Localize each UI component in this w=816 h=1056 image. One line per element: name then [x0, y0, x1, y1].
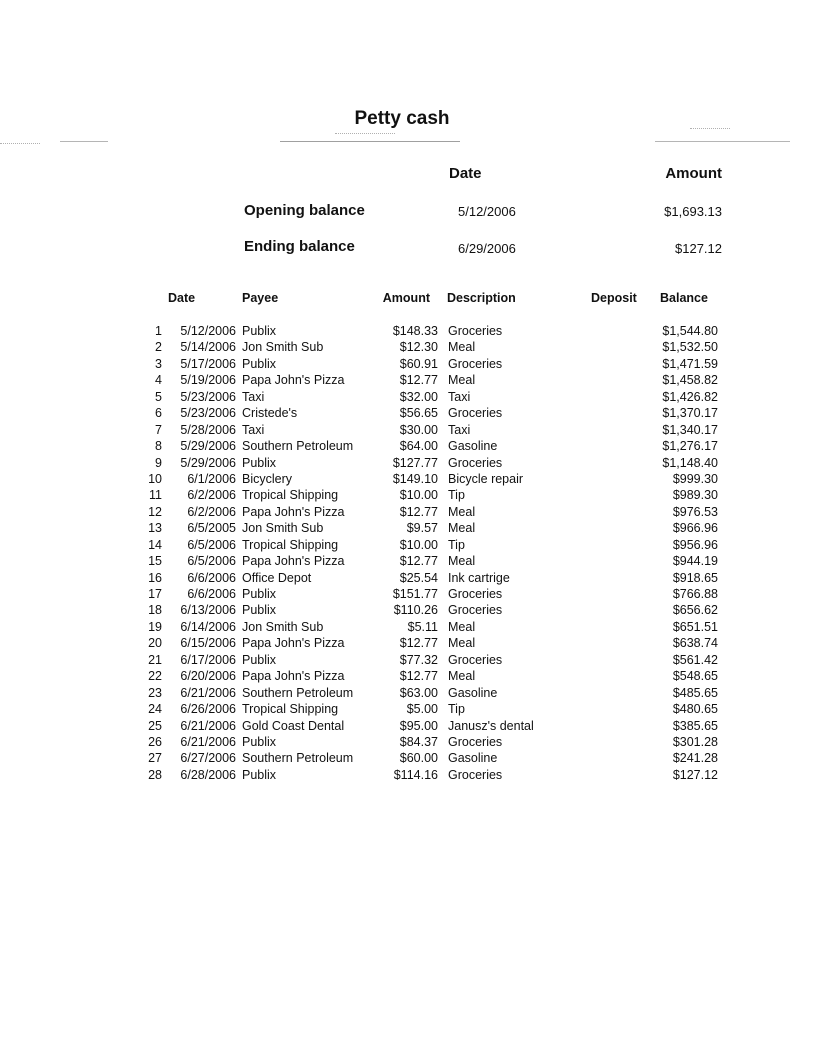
- row-balance: $1,148.40: [662, 455, 718, 470]
- table-row: [136, 734, 718, 750]
- row-date: 6/21/2006: [180, 685, 236, 700]
- row-payee: Papa John's Pizza: [242, 373, 345, 388]
- row-balance: $651.51: [672, 619, 718, 634]
- row-date: 6/13/2006: [180, 603, 236, 618]
- table-row: [136, 422, 718, 438]
- row-deposit: [588, 323, 640, 339]
- row-number: 13: [148, 521, 162, 536]
- row-deposit: [588, 553, 640, 569]
- row-number: 1: [155, 324, 162, 338]
- row-description: Meal: [448, 340, 476, 355]
- row-number: 23: [148, 685, 162, 700]
- row-balance: $241.28: [672, 751, 718, 766]
- row-payee: Publix: [242, 767, 277, 782]
- row-description: Gasoline: [448, 751, 498, 766]
- row-description: Groceries: [448, 455, 503, 470]
- summary-amount-header: Amount: [665, 165, 722, 182]
- row-number: 15: [148, 554, 162, 569]
- header-rule-right: [655, 141, 790, 142]
- row-amount: $12.77: [399, 504, 438, 519]
- row-date: 6/2/2006: [187, 488, 236, 503]
- row-balance: $301.28: [672, 734, 718, 749]
- row-deposit: [588, 339, 640, 355]
- row-description: Taxi: [448, 389, 471, 404]
- row-description: Tip: [448, 488, 465, 503]
- table-row: [136, 718, 718, 734]
- table-row: [136, 635, 718, 651]
- row-balance: $976.53: [672, 504, 718, 519]
- row-description: Meal: [448, 504, 476, 519]
- row-deposit: [588, 718, 640, 734]
- opening-balance-amount: $1,693.13: [664, 204, 722, 219]
- row-balance: $548.65: [672, 669, 718, 684]
- row-payee: Taxi: [242, 422, 265, 437]
- row-payee: Gold Coast Dental: [242, 718, 345, 733]
- row-number: 24: [148, 702, 162, 717]
- row-balance: $656.62: [672, 603, 718, 618]
- table-row: [136, 619, 718, 635]
- row-description: Groceries: [448, 603, 503, 618]
- table-row: [136, 455, 718, 471]
- row-amount: $5.11: [407, 619, 438, 634]
- column-header-balance: Balance: [660, 291, 708, 305]
- row-date: 6/15/2006: [180, 636, 236, 651]
- row-description: Meal: [448, 554, 476, 569]
- row-amount: $60.00: [399, 751, 438, 766]
- transactions-body: [136, 323, 718, 783]
- row-description: Groceries: [448, 406, 503, 421]
- header-rule-left: [60, 141, 108, 142]
- row-balance: $127.12: [672, 767, 718, 782]
- column-header-deposit: Deposit: [591, 291, 637, 305]
- row-payee: Publix: [242, 587, 277, 601]
- row-description: Groceries: [448, 324, 503, 338]
- transactions-table: [136, 323, 718, 783]
- row-amount: $60.91: [399, 356, 438, 371]
- row-number: 3: [155, 356, 162, 371]
- table-row: [136, 586, 718, 602]
- row-amount: $127.77: [392, 455, 438, 470]
- table-row: [136, 520, 718, 536]
- row-payee: Jon Smith Sub: [242, 521, 324, 536]
- row-date: 6/6/2006: [187, 587, 236, 601]
- row-balance: $1,426.82: [662, 389, 718, 404]
- row-description: Groceries: [448, 356, 503, 371]
- row-date: 5/28/2006: [180, 422, 236, 437]
- row-date: 6/5/2005: [187, 521, 236, 536]
- row-amount: $10.00: [399, 488, 438, 503]
- column-header-date: Date: [168, 291, 196, 305]
- row-payee: Publix: [242, 734, 277, 749]
- row-deposit: [588, 455, 640, 471]
- row-deposit: [588, 734, 640, 750]
- row-description: Meal: [448, 521, 476, 536]
- row-amount: $32.00: [399, 389, 438, 404]
- row-amount: $12.77: [399, 554, 438, 569]
- row-balance: $485.65: [672, 685, 718, 700]
- row-deposit: [588, 635, 640, 651]
- row-deposit: [588, 685, 640, 701]
- row-balance: $1,276.17: [662, 439, 718, 454]
- row-description: Groceries: [448, 587, 503, 601]
- row-amount: $12.77: [399, 373, 438, 388]
- row-date: 6/28/2006: [180, 767, 236, 782]
- scan-speck: [690, 128, 730, 129]
- row-payee: Cristede's: [242, 406, 298, 421]
- row-balance: $989.30: [672, 488, 718, 503]
- column-header-description: Description: [447, 291, 516, 305]
- ending-balance-label: Ending balance: [244, 238, 355, 255]
- row-amount: $148.33: [392, 324, 438, 338]
- row-amount: $30.00: [399, 422, 438, 437]
- row-number: 22: [148, 669, 162, 684]
- table-row: [136, 767, 718, 783]
- row-date: 6/21/2006: [180, 718, 236, 733]
- row-number: 19: [148, 619, 162, 634]
- row-amount: $10.00: [399, 537, 438, 552]
- row-description: Meal: [448, 373, 476, 388]
- row-balance: $918.65: [672, 570, 718, 585]
- row-date: 6/2/2006: [187, 504, 236, 519]
- row-deposit: [588, 668, 640, 684]
- row-balance: $1,370.17: [662, 406, 718, 421]
- table-row: [136, 685, 718, 701]
- row-number: 28: [148, 767, 162, 782]
- row-deposit: [588, 504, 640, 520]
- row-date: 5/17/2006: [180, 356, 236, 371]
- row-date: 6/1/2006: [187, 471, 236, 486]
- row-payee: Publix: [242, 652, 277, 667]
- table-row: [136, 750, 718, 766]
- row-date: 6/6/2006: [187, 570, 236, 585]
- row-date: 5/12/2006: [180, 324, 236, 338]
- row-number: 8: [155, 439, 162, 454]
- row-number: 6: [155, 406, 162, 421]
- row-date: 6/21/2006: [180, 734, 236, 749]
- scan-speck: [0, 143, 40, 144]
- row-date: 5/23/2006: [180, 406, 236, 421]
- row-amount: $110.26: [393, 603, 438, 618]
- row-amount: $84.37: [399, 734, 438, 749]
- row-balance: $1,340.17: [662, 422, 718, 437]
- row-number: 4: [155, 373, 162, 388]
- table-row: [136, 504, 718, 520]
- row-date: 5/29/2006: [180, 455, 236, 470]
- row-deposit: [588, 570, 640, 586]
- row-deposit: [588, 750, 640, 766]
- row-payee: Bicyclery: [242, 471, 293, 486]
- row-number: 20: [148, 636, 162, 651]
- row-date: 5/19/2006: [180, 373, 236, 388]
- row-deposit: [588, 471, 640, 487]
- row-payee: Tropical Shipping: [242, 488, 339, 503]
- row-date: 5/29/2006: [180, 439, 236, 454]
- row-description: Meal: [448, 636, 476, 651]
- row-number: 27: [148, 751, 162, 766]
- row-payee: Papa John's Pizza: [242, 669, 345, 684]
- row-amount: $114.16: [393, 767, 438, 782]
- table-row: [136, 405, 718, 421]
- table-row: [136, 323, 718, 339]
- row-description: Groceries: [448, 652, 503, 667]
- row-payee: Publix: [242, 603, 277, 618]
- row-description: Meal: [448, 619, 476, 634]
- ending-balance-amount: $127.12: [675, 241, 722, 256]
- row-description: Meal: [448, 669, 476, 684]
- opening-balance-date: 5/12/2006: [458, 204, 516, 219]
- row-payee: Papa John's Pizza: [242, 504, 345, 519]
- row-balance: $480.65: [672, 702, 718, 717]
- row-description: Tip: [448, 702, 465, 717]
- row-number: 25: [148, 718, 162, 733]
- row-number: 7: [155, 422, 162, 437]
- row-amount: $151.77: [392, 587, 438, 601]
- table-row: [136, 487, 718, 503]
- row-date: 6/27/2006: [180, 751, 236, 766]
- row-payee: Tropical Shipping: [242, 702, 339, 717]
- row-amount: $12.30: [399, 340, 438, 355]
- row-payee: Papa John's Pizza: [242, 636, 345, 651]
- row-payee: Office Depot: [242, 570, 312, 585]
- table-row: [136, 372, 718, 388]
- table-row: [136, 389, 718, 405]
- row-description: Ink cartrige: [448, 570, 510, 585]
- table-row: [136, 602, 718, 618]
- row-deposit: [588, 487, 640, 503]
- row-number: 2: [155, 340, 162, 355]
- row-deposit: [588, 405, 640, 421]
- row-deposit: [588, 389, 640, 405]
- row-number: 5: [155, 389, 162, 404]
- row-amount: $12.77: [399, 669, 438, 684]
- row-balance: $385.65: [672, 718, 718, 733]
- row-payee: Southern Petroleum: [242, 685, 354, 700]
- table-row: [136, 438, 718, 454]
- row-date: 6/5/2006: [187, 554, 236, 569]
- row-number: 17: [148, 587, 162, 601]
- row-balance: $1,532.50: [662, 340, 718, 355]
- table-row: [136, 570, 718, 586]
- table-row: [136, 537, 718, 553]
- row-number: 10: [148, 471, 162, 486]
- row-amount: $149.10: [392, 471, 438, 486]
- row-number: 26: [148, 734, 162, 749]
- row-deposit: [588, 520, 640, 536]
- row-payee: Publix: [242, 356, 277, 371]
- row-balance: $638.74: [672, 636, 718, 651]
- row-balance: $1,471.59: [662, 356, 718, 371]
- row-payee: Taxi: [242, 389, 265, 404]
- table-row: [136, 339, 718, 355]
- table-row: [136, 668, 718, 684]
- row-payee: Southern Petroleum: [242, 439, 354, 454]
- row-payee: Jon Smith Sub: [242, 619, 324, 634]
- row-balance: $966.96: [672, 521, 718, 536]
- scan-speck: [335, 133, 395, 134]
- row-amount: $77.32: [399, 652, 438, 667]
- row-amount: $25.54: [399, 570, 438, 585]
- row-payee: Publix: [242, 324, 277, 338]
- row-number: 16: [148, 570, 162, 585]
- row-number: 21: [148, 652, 162, 667]
- row-deposit: [588, 652, 640, 668]
- column-header-amount: Amount: [382, 291, 430, 305]
- row-amount: $64.00: [399, 439, 438, 454]
- row-date: 6/5/2006: [187, 537, 236, 552]
- row-date: 5/14/2006: [180, 340, 236, 355]
- opening-balance-label: Opening balance: [244, 202, 365, 219]
- row-amount: $12.77: [399, 636, 438, 651]
- column-header-payee: Payee: [242, 291, 279, 305]
- table-row: [136, 701, 718, 717]
- header-rule-center: [280, 141, 460, 142]
- row-payee: Tropical Shipping: [242, 537, 339, 552]
- row-amount: $56.65: [399, 406, 438, 421]
- ending-balance-date: 6/29/2006: [458, 241, 516, 256]
- table-row: [136, 356, 718, 372]
- row-number: 18: [148, 603, 162, 618]
- table-row: [136, 471, 718, 487]
- table-row: [136, 652, 718, 668]
- row-deposit: [588, 586, 640, 602]
- row-deposit: [588, 619, 640, 635]
- row-description: Taxi: [448, 422, 471, 437]
- row-description: Bicycle repair: [448, 471, 524, 486]
- row-deposit: [588, 701, 640, 717]
- row-balance: $999.30: [672, 471, 718, 486]
- row-deposit: [588, 422, 640, 438]
- row-date: 6/14/2006: [180, 619, 236, 634]
- summary-date-header: Date: [449, 165, 482, 182]
- row-deposit: [588, 767, 640, 783]
- row-number: 11: [149, 488, 162, 503]
- row-deposit: [588, 438, 640, 454]
- row-balance: $561.42: [672, 652, 718, 667]
- row-balance: $766.88: [672, 587, 718, 601]
- row-balance: $944.19: [672, 554, 718, 569]
- row-payee: Jon Smith Sub: [242, 340, 324, 355]
- row-balance: $1,458.82: [662, 373, 718, 388]
- row-number: 14: [148, 537, 162, 552]
- page-title: Petty cash: [354, 108, 450, 129]
- row-deposit: [588, 372, 640, 388]
- row-number: 9: [155, 455, 162, 470]
- row-date: 5/23/2006: [180, 389, 236, 404]
- row-balance: $1,544.80: [662, 324, 718, 338]
- row-date: 6/26/2006: [180, 702, 236, 717]
- row-number: 12: [148, 504, 162, 519]
- row-description: Gasoline: [448, 439, 498, 454]
- row-deposit: [588, 356, 640, 372]
- row-deposit: [588, 602, 640, 618]
- row-amount: $9.57: [406, 521, 438, 536]
- row-date: 6/20/2006: [180, 669, 236, 684]
- row-description: Groceries: [448, 767, 503, 782]
- row-description: Tip: [448, 537, 465, 552]
- row-deposit: [588, 537, 640, 553]
- row-payee: Papa John's Pizza: [242, 554, 345, 569]
- row-amount: $95.00: [399, 718, 438, 733]
- row-payee: Publix: [242, 455, 277, 470]
- row-payee: Southern Petroleum: [242, 751, 354, 766]
- table-row: [136, 553, 718, 569]
- row-date: 6/17/2006: [180, 652, 236, 667]
- row-description: Gasoline: [448, 685, 498, 700]
- row-balance: $956.96: [672, 537, 718, 552]
- row-amount: $5.00: [406, 702, 438, 717]
- row-description: Groceries: [448, 734, 503, 749]
- row-amount: $63.00: [399, 685, 438, 700]
- row-description: Janusz's dental: [448, 718, 534, 733]
